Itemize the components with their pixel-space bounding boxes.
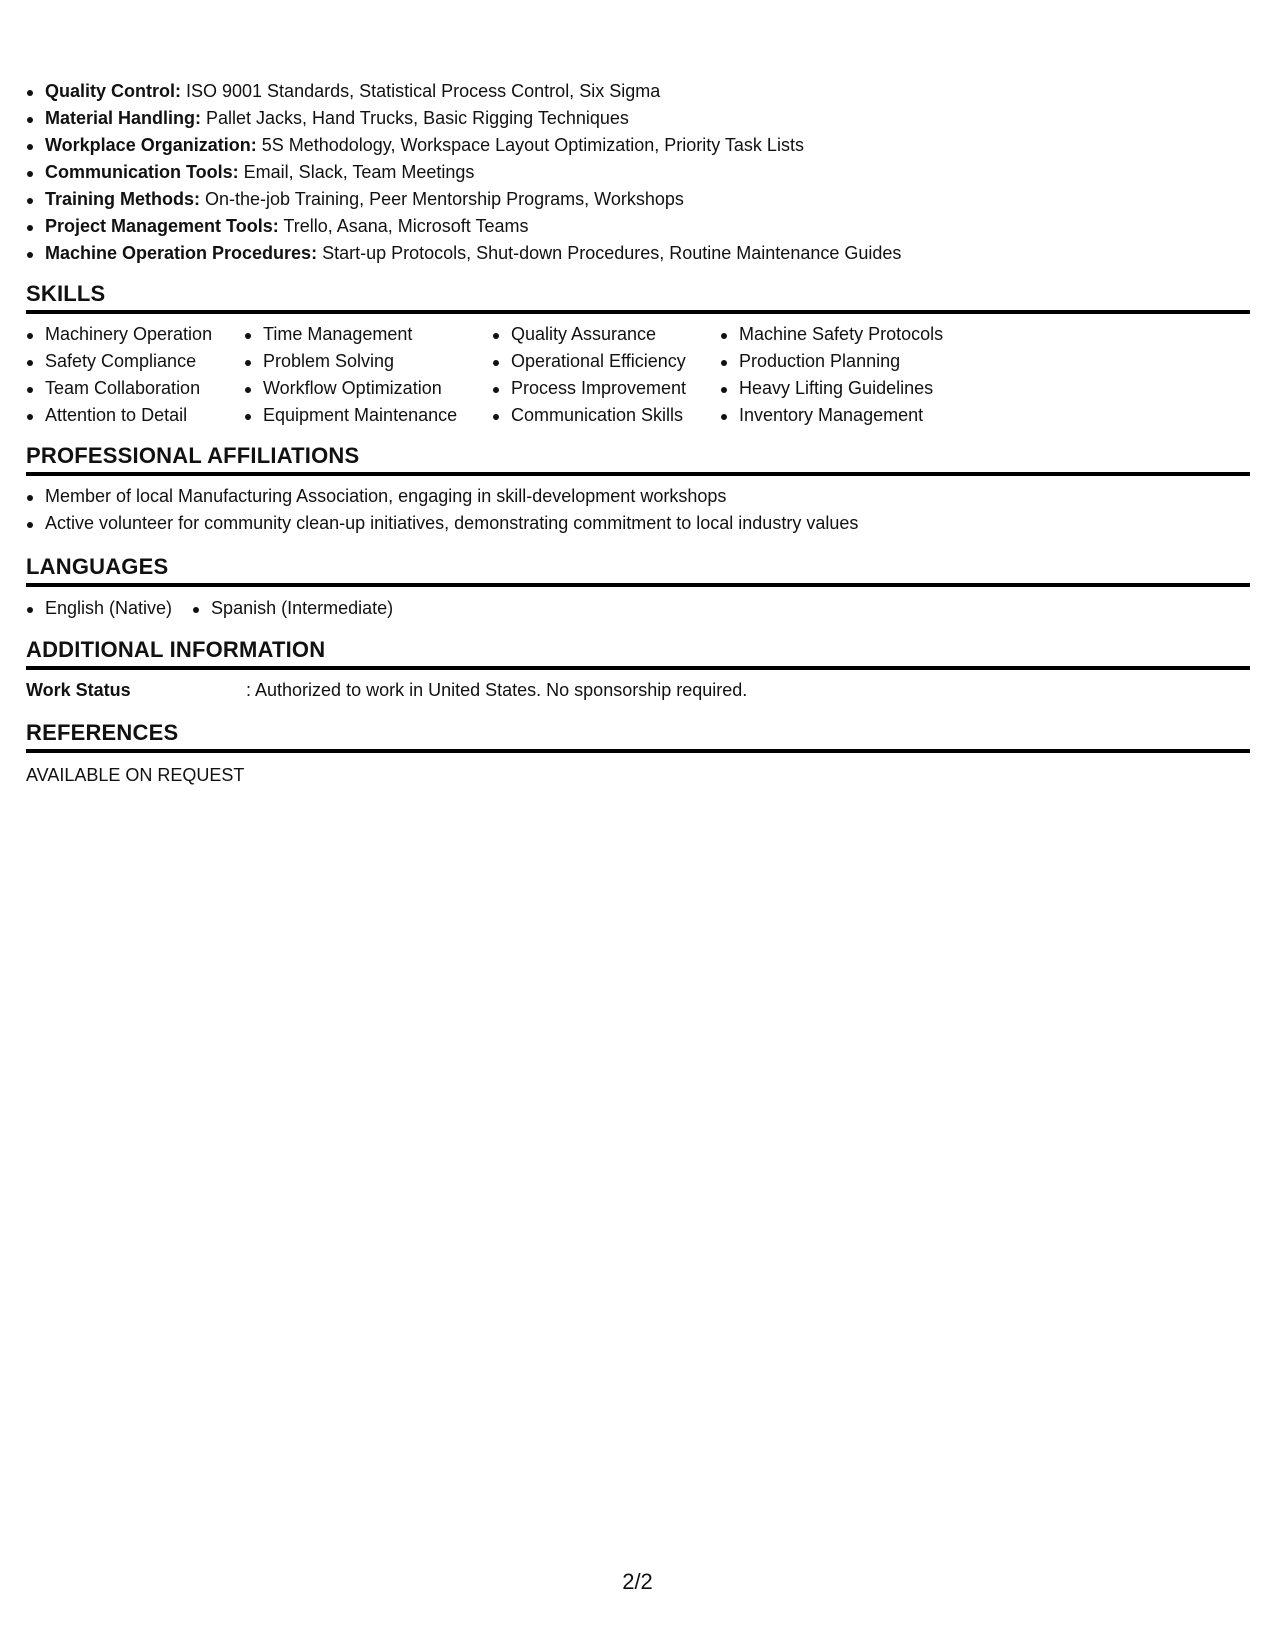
skills-column [492, 321, 720, 429]
resume-page [26, 78, 1250, 787]
item-key: Machine Operation Procedures: [45, 243, 318, 263]
item-value: 5S Methodology, Workspace Layout Optimization, Priority Task Lists [256, 135, 804, 155]
affiliation-item: Member of local Manufacturing Association, engaging in skill-development workshops [26, 483, 1250, 510]
skills-heading: SKILLS [26, 280, 1250, 314]
list-item [26, 105, 1250, 132]
technical-skills-list [26, 78, 1250, 267]
work-status-row [26, 678, 1250, 702]
list-item [26, 78, 1250, 105]
skill-item: Workflow Optimization [244, 375, 492, 402]
language-item: English (Native) [26, 595, 172, 622]
skill-item: Problem Solving [244, 348, 492, 375]
item-key: Workplace Organization: [45, 135, 257, 155]
work-status-value: : Authorized to work in United States. No sponsorship required. [246, 680, 748, 700]
item-key: Communication Tools: [45, 162, 239, 182]
skill-item: Process Improvement [492, 375, 720, 402]
affiliation-item: Active volunteer for community clean-up initiatives, demonstrating commitment to local industry values [26, 510, 1250, 537]
work-status-label: Work Status [26, 680, 131, 700]
skills-column [720, 321, 980, 429]
languages-list [26, 595, 1250, 622]
skill-item: Machinery Operation [26, 321, 244, 348]
item-key: Quality Control: [45, 81, 181, 101]
item-value: Start-up Protocols, Shut-down Procedures, Routine Maintenance Guides [317, 243, 902, 263]
skill-item: Team Collaboration [26, 375, 244, 402]
references-heading: REFERENCES [26, 719, 1250, 753]
list-item [26, 159, 1250, 186]
list-item [26, 132, 1250, 159]
references-text: AVAILABLE ON REQUEST [26, 765, 245, 785]
skill-item: Quality Assurance [492, 321, 720, 348]
skill-item: Attention to Detail [26, 402, 244, 429]
skill-item: Production Planning [720, 348, 980, 375]
skills-column [26, 321, 244, 429]
skill-item: Equipment Maintenance [244, 402, 492, 429]
item-value: On-the-job Training, Peer Mentorship Programs, Workshops [200, 189, 684, 209]
skill-item: Communication Skills [492, 402, 720, 429]
skill-item: Time Management [244, 321, 492, 348]
list-item [26, 186, 1250, 213]
skill-item: Operational Efficiency [492, 348, 720, 375]
skills-grid [26, 321, 1250, 429]
skill-item: Safety Compliance [26, 348, 244, 375]
item-value: ISO 9001 Standards, Statistical Process Control, Six Sigma [181, 81, 661, 101]
affiliations-list [26, 483, 1250, 537]
item-key: Project Management Tools: [45, 216, 279, 236]
item-value: Email, Slack, Team Meetings [238, 162, 475, 182]
language-item: Spanish (Intermediate) [192, 595, 393, 622]
page-number: 2/2 [622, 1569, 653, 1594]
skill-item: Machine Safety Protocols [720, 321, 980, 348]
list-item [26, 213, 1250, 240]
item-value: Pallet Jacks, Hand Trucks, Basic Rigging Techniques [201, 108, 629, 128]
affiliations-heading: PROFESSIONAL AFFILIATIONS [26, 442, 1250, 476]
skill-item: Inventory Management [720, 402, 980, 429]
languages-heading: LANGUAGES [26, 553, 1250, 587]
item-key: Material Handling: [45, 108, 202, 128]
additional-info-heading: ADDITIONAL INFORMATION [26, 636, 1250, 670]
item-value: Trello, Asana, Microsoft Teams [278, 216, 529, 236]
skill-item: Heavy Lifting Guidelines [720, 375, 980, 402]
item-key: Training Methods: [45, 189, 200, 209]
list-item [26, 240, 1250, 267]
skills-column [244, 321, 492, 429]
